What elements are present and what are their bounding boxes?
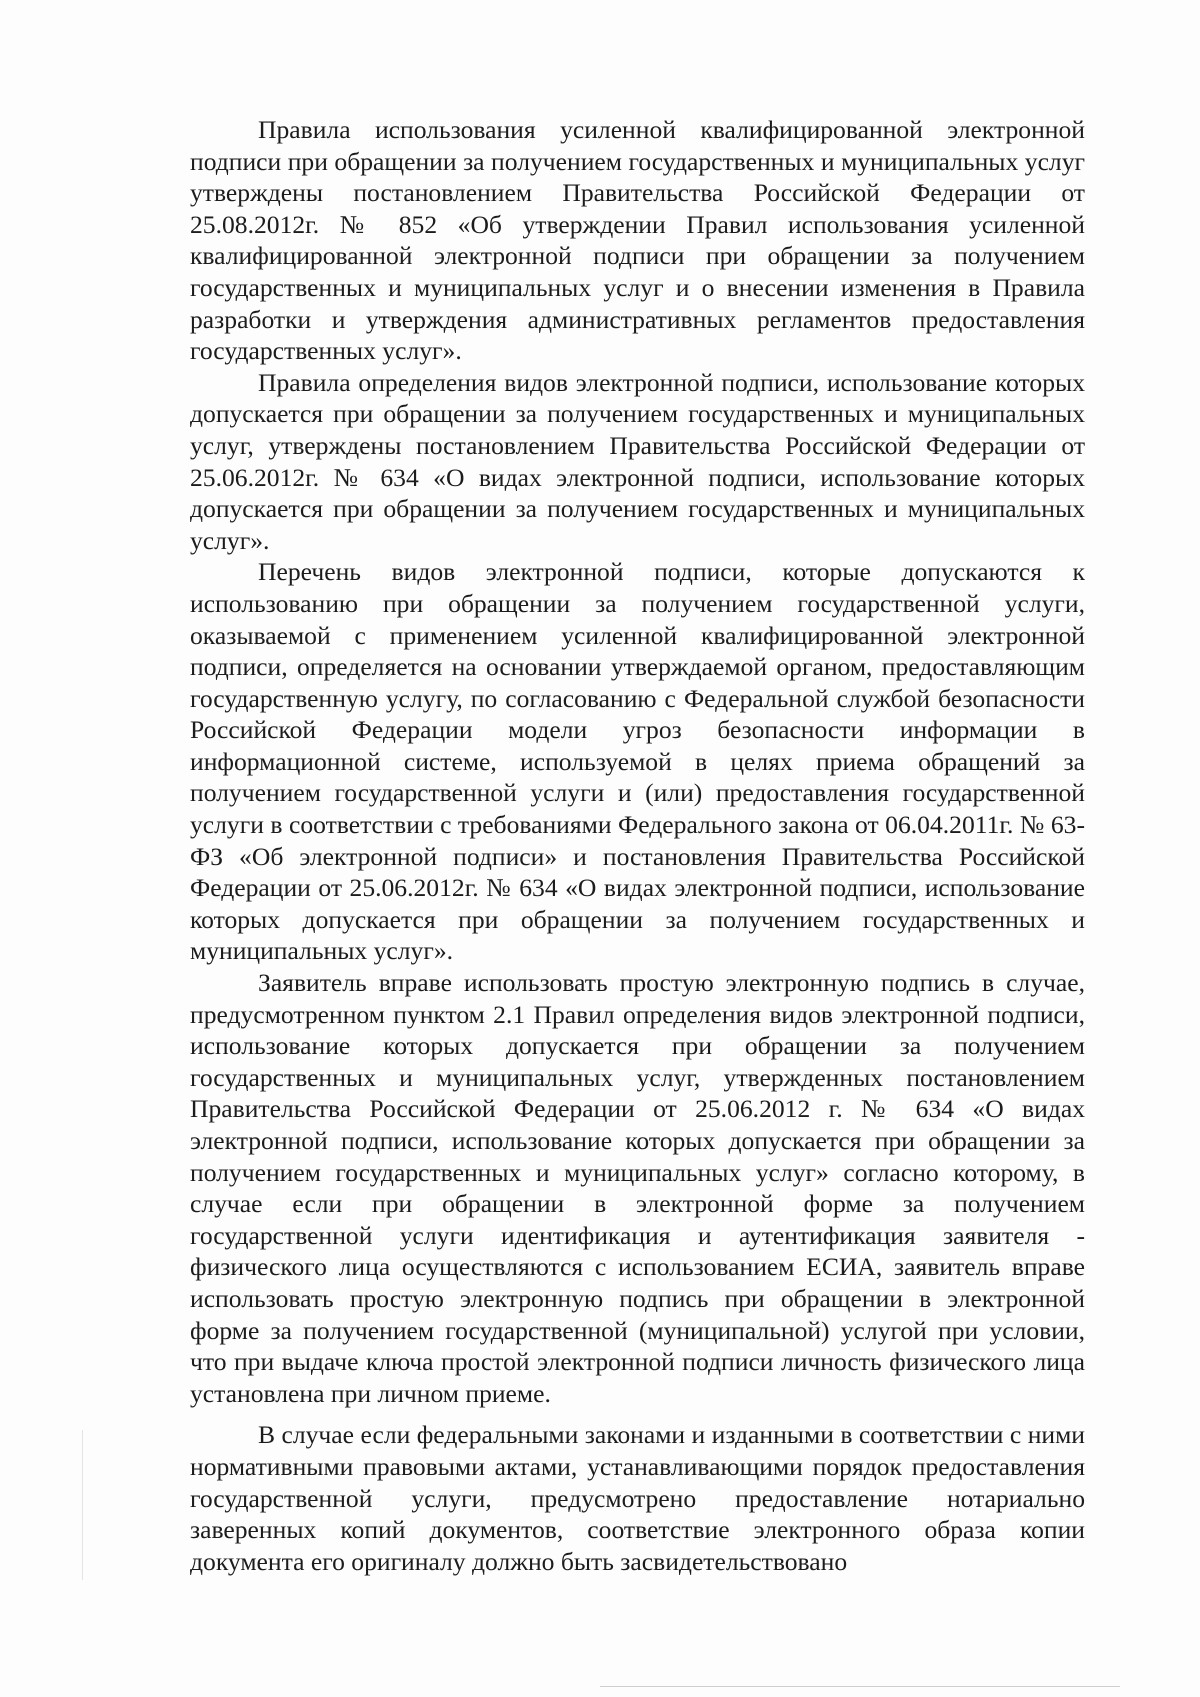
paragraph-esignature-usage-rules: Правила использования усиленной квалифицированной электронной подписи при обращении за получением государственных и муниципальных услуг утверждены постановлением Правительства Российской Федерации от 25.08.2012г. № 852 «Об утверждении Правил использования усиленной квалифицированной электронной подписи при обращении за получением государственных и муниципальных услуг и о внесении изменения в Правила разработки и утверждения административных регламентов предоставления государственных услуг». <box>190 115 1085 366</box>
paragraph-notarized-copies: В случае если федеральными законами и изданными в соответствии с ними нормативными правовыми актами, устанавливающими порядок предоставления государственной услуги, предусмотрено предоставление нотариально заверенных копий документов, соответствие электронного образа копии документа его оригиналу должно быть засвидетельствовано <box>190 1420 1085 1576</box>
document-body <box>190 114 1085 1577</box>
paragraph-simple-signature: Заявитель вправе использовать простую электронную подпись в случае, предусмотренном пунктом 2.1 Правил определения видов электронной подписи, использование которых допускается при обращении за получением государственных и муниципальных услуг, утвержденных постановлением Правительства Российской Федерации от 25.06.2012 г. № 634 «О видах электронной подписи, использование которых допускается при обращении за получением государственных и муниципальных услуг» согласно которому, в случае если при обращении в электронной форме за получением государственной услуги идентификация и аутентификация заявителя - физического лица осуществляются с использованием ЕСИА, заявитель вправе использовать простую электронную подпись при обращении в электронной форме за получением государственной (муниципальной) услугой при условии, что при выдаче ключа простой электронной подписи личность физического лица установлена при личном приеме. <box>190 968 1085 1408</box>
scan-edge-mark <box>82 1430 83 1580</box>
scan-bottom-line <box>600 1686 1120 1687</box>
paragraph-signature-types-list: Перечень видов электронной подписи, которые допускаются к использованию при обращении за получением государственной услуги, оказываемой с применением усиленной квалифицированной электронной подписи, определяется на основании утверждаемой органом, предоставляющим государственную услугу, по согласованию с Федеральной службой безопасности Российской Федерации модели угроз безопасности информации в информационной системе, используемой в целях приема обращений за получением государственной услуги и (или) предоставления государственной услуги в соответствии с требованиями Федерального закона от 06.04.2011г. № 63-ФЗ «Об электронной подписи» и постановления Правительства Российской Федерации от 25.06.2012г. № 634 «О видах электронной подписи, использование которых допускается при обращении за получением государственных и муниципальных услуг». <box>190 557 1085 966</box>
paragraph-signature-types-rules: Правила определения видов электронной подписи, использование которых допускается при обращении за получением государственных и муниципальных услуг, утверждены постановлением Правительства Российской Федерации от 25.06.2012г. № 634 «О видах электронной подписи, использование которых допускается при обращении за получением государственных и муниципальных услуг». <box>190 367 1085 555</box>
